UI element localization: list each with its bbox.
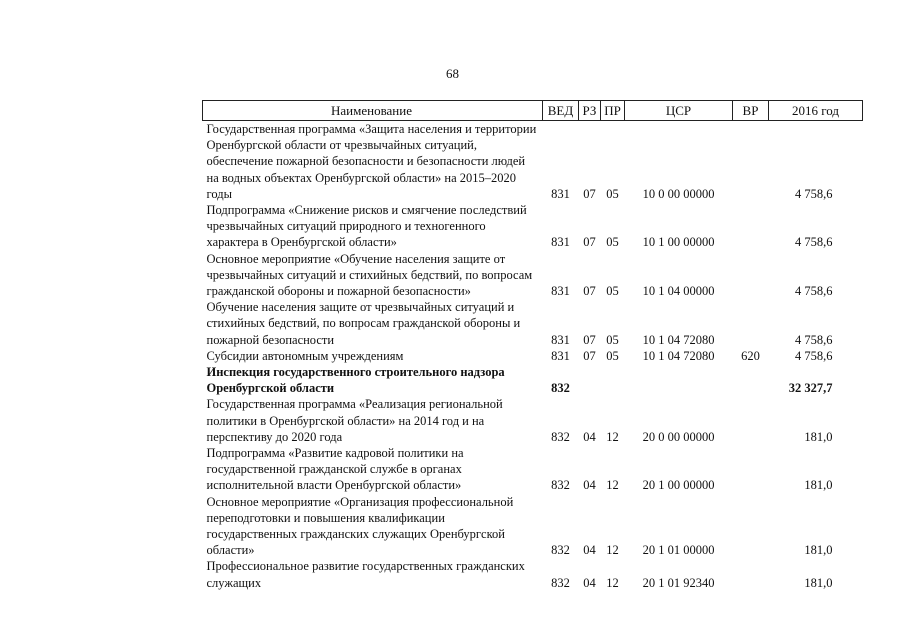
row-vr-cell [733,121,769,203]
table-row [203,299,863,348]
header-pr: ПР [601,101,625,121]
row-ved-cell: 832 [551,543,570,558]
row-name-cell: Подпрограмма «Развитие кадровой политики на государственной гражданской службе в органах исполнительной власти Оренбургской области» [206,446,464,493]
row-name-cell: Инспекция государственного строительного надзора Оренбургской области [206,365,505,396]
row-amount-cell: 4 758,6 [795,348,833,363]
row-vr-cell [733,299,769,348]
row-pr-cell: 05 [606,235,619,250]
row-rz-cell: 04 [583,575,596,590]
table-row [203,251,863,300]
header-vr: ВР [733,101,769,121]
row-csr-cell [625,364,733,396]
row-rz-cell: 07 [583,332,596,347]
table-row [203,445,863,494]
row-csr-cell: 10 0 00 00000 [642,186,715,201]
row-csr-cell: 20 1 01 00000 [642,543,715,558]
row-rz-cell [579,364,601,396]
row-vr-cell [733,494,769,559]
row-ved-cell: 831 [551,284,570,299]
row-ved-cell: 832 [551,575,570,590]
table-row [203,348,863,364]
row-ved-cell: 832 [551,478,570,493]
row-amount-cell: 181,0 [804,575,833,590]
row-pr-cell: 05 [606,284,619,299]
row-pr-cell: 12 [606,429,619,444]
row-amount-cell: 4 758,6 [795,186,833,201]
header-year: 2016 год [769,101,863,121]
table-header-row [203,101,863,121]
table-row [203,558,863,590]
row-rz-cell: 07 [583,235,596,250]
row-name-cell: Государственная программа «Реализация региональной политики в Оренбургской области» на 2014 год и на перспективу до 2020 года [206,397,503,444]
row-pr-cell: 05 [606,348,619,363]
row-name-cell: Подпрограмма «Снижение рисков и смягчение последствий чрезвычайных ситуаций природного и техногенного характера в Оренбургской области» [206,203,527,250]
row-pr-cell: 05 [606,186,619,201]
row-amount-cell: 181,0 [804,478,833,493]
row-pr-cell: 12 [606,543,619,558]
row-rz-cell: 07 [583,186,596,201]
row-csr-cell: 10 1 04 00000 [642,284,715,299]
row-name-cell: Субсидии автономным учреждениям [206,348,404,363]
row-name-cell: Государственная программа «Защита населения и территории Оренбургской области от чрезвычайных ситуаций, обеспечение пожарной безопасности и безопасности людей на водных объектах Оренбургской области» на 2015–2020 годы [206,122,537,201]
row-csr-cell: 10 1 04 72080 [642,332,715,347]
row-vr-cell [733,396,769,445]
row-rz-cell: 04 [583,429,596,444]
header-csr: ЦСР [625,101,733,121]
table-row [203,364,863,396]
row-pr-cell: 12 [606,575,619,590]
row-amount-cell: 181,0 [804,543,833,558]
row-rz-cell: 07 [583,284,596,299]
row-vr-cell [733,202,769,251]
row-ved-cell: 831 [551,235,570,250]
row-rz-cell: 07 [583,348,596,363]
table-row [203,494,863,559]
table-row [203,121,863,203]
row-csr-cell: 20 0 00 00000 [642,429,715,444]
header-rz: РЗ [579,101,601,121]
row-ved-cell: 832 [551,381,570,396]
row-csr-cell: 10 1 04 72080 [642,348,715,363]
row-amount-cell: 4 758,6 [795,332,833,347]
row-ved-cell: 831 [551,332,570,347]
row-pr-cell: 05 [606,332,619,347]
row-ved-cell: 831 [551,348,570,363]
row-vr-cell [733,364,769,396]
row-csr-cell: 20 1 01 92340 [642,575,715,590]
header-ved: ВЕД [543,101,579,121]
row-pr-cell: 12 [606,478,619,493]
row-pr-cell [601,364,625,396]
row-amount-cell: 4 758,6 [795,235,833,250]
row-vr-cell [733,251,769,300]
row-name-cell: Профессиональное развитие государственных гражданских служащих [206,559,525,590]
row-amount-cell: 4 758,6 [795,284,833,299]
row-name-cell: Обучение населения защите от чрезвычайных ситуаций и стихийных бедствий, по вопросам гражданской обороны и пожарной безопасности [206,300,521,347]
row-vr-cell: 620 [741,348,760,363]
header-name: Наименование [203,101,543,121]
page-number: 68 [446,66,459,81]
budget-table [202,100,863,591]
row-name-cell: Основное мероприятие «Организация профессиональной переподготовки и повышения квалификации государственных гражданских служащих Оренбургской области» [206,494,514,558]
row-ved-cell: 832 [551,429,570,444]
row-csr-cell: 10 1 00 00000 [642,235,715,250]
table-row [203,396,863,445]
row-rz-cell: 04 [583,543,596,558]
row-rz-cell: 04 [583,478,596,493]
table-row [203,202,863,251]
row-vr-cell [733,445,769,494]
row-ved-cell: 831 [551,186,570,201]
row-vr-cell [733,558,769,590]
row-name-cell: Основное мероприятие «Обучение населения защите от чрезвычайных ситуаций и стихийных бедствий, по вопросам гражданской обороны и пожарной безопасности» [206,251,533,299]
row-csr-cell: 20 1 00 00000 [642,478,715,493]
row-amount-cell: 181,0 [804,429,833,444]
row-amount-cell: 32 327,7 [788,381,833,396]
